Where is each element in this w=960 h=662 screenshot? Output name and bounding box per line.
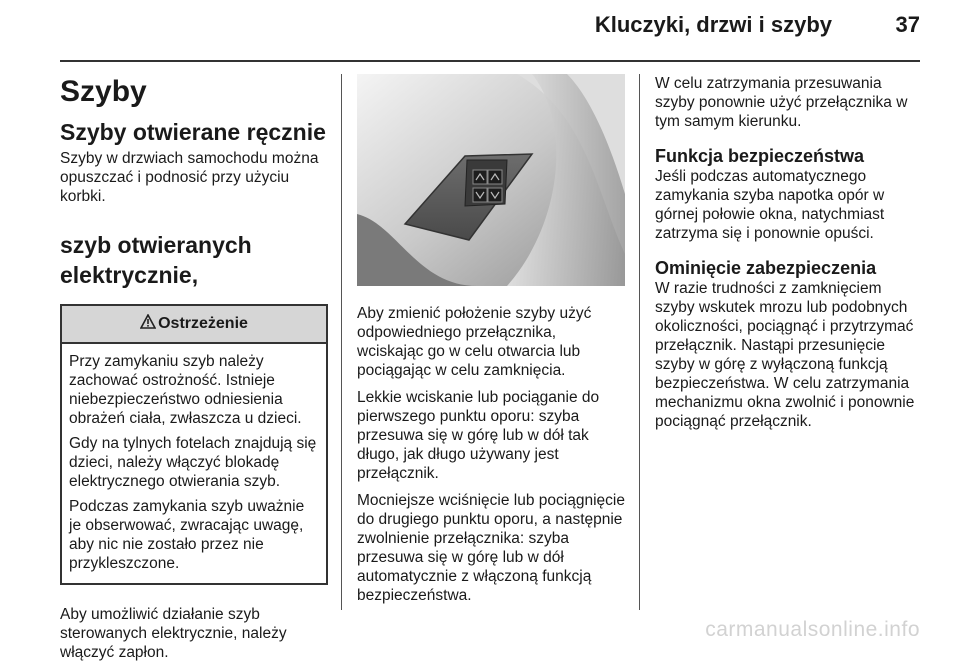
column-middle [357, 74, 625, 604]
ignition-text: Aby umożliwić działanie szyb sterowanych elektrycznie, należy włączyć zapłon. [60, 606, 287, 661]
door-switch-photo [357, 74, 625, 286]
warning-paragraph-1: Przy zamykaniu szyb należy zachować ostrożność. Istnieje niebezpieczeństwo odniesienia obrażeń ciała, zwłaszcza u dzieci. [69, 353, 302, 427]
warning-paragraph-2: Gdy na tylnych fotelach znajdują się dzieci, należy włączyć blokadę elektrycznego otwierania szyb. [69, 435, 317, 490]
column-separator-2 [639, 74, 640, 610]
page-number: 37 [895, 12, 920, 37]
stop-movement-text: W celu zatrzymania przesuwania szyby ponownie użyć przełącznika w tym samym kierunku. [655, 75, 908, 130]
light-press-text: Lekkie wciskanie lub pociąganie do pierwszego punktu oporu: szyba przesuwa się w górę lub w dół tak długo, jak długo używany jest przełącznik. [357, 389, 600, 482]
warning-icon [140, 314, 156, 334]
switch-operation-text: Aby zmienić położenie szyby użyć odpowiedniego przełącznika, wciskając go w celu otwarcia lub pociągając w celu zamknięcia. [357, 305, 592, 379]
override-text: W razie trudności z zamknięciem szyby wskutek mrozu lub podobnych okoliczności, pociągnąć i przytrzymać przełącznik. Nastąpi przesunięcie szyby w górę z wyłączoną funkcją bezpieczeństwa. W celu zatrzymania mechanizmu okna zwolnić i ponownie pociągnąć przełącznik. [655, 280, 915, 430]
override-heading: Ominięcie zabezpieczenia [655, 258, 877, 278]
safety-heading: Funkcja bezpieczeństwa [655, 146, 865, 166]
middle-text [357, 304, 625, 605]
section-title: Szyby [60, 75, 147, 108]
column-left [60, 74, 328, 662]
running-header-title: Kluczyki, drzwi i szyby [594, 12, 832, 37]
manual-windows-heading: Szyby otwierane ręcznie [60, 119, 326, 145]
watermark: carmanualsonline.info [705, 618, 920, 641]
warning-paragraph-3: Podczas zamykania szyb uważnie je obserwować, zwracając uwagę, aby nic nie zostało przez nie przykleszczone. [69, 498, 305, 572]
warning-title: Ostrzeżenie [158, 315, 248, 332]
column-separator-1 [341, 74, 342, 610]
warning-header [62, 306, 326, 344]
safety-text: Jeśli podczas automatycznego zamykania szyba napotka opór w górnej połowie okna, natychmiast zatrzyma się i ponownie opuści. [655, 168, 885, 242]
column-right [655, 74, 925, 431]
electric-windows-heading [60, 230, 328, 290]
electric-heading-line1: szyb otwieranych [60, 232, 252, 258]
warning-box [60, 304, 328, 585]
warning-body [62, 344, 326, 583]
strong-press-text: Mocniejsze wciśnięcie lub pociągnięcie do drugiego punktu oporu, a następnie zwolnienie przełącznika: szyba przesuwa się w górę lub w dół automatycznie z włączoną funkcją bezpieczeństwa. [357, 492, 625, 604]
manual-windows-text: Szyby w drzwiach samochodu można opuszczać i podnosić przy użyciu korbki. [60, 150, 319, 205]
header-rule [60, 60, 920, 62]
electric-heading-line2: elektrycznie, [60, 262, 199, 288]
